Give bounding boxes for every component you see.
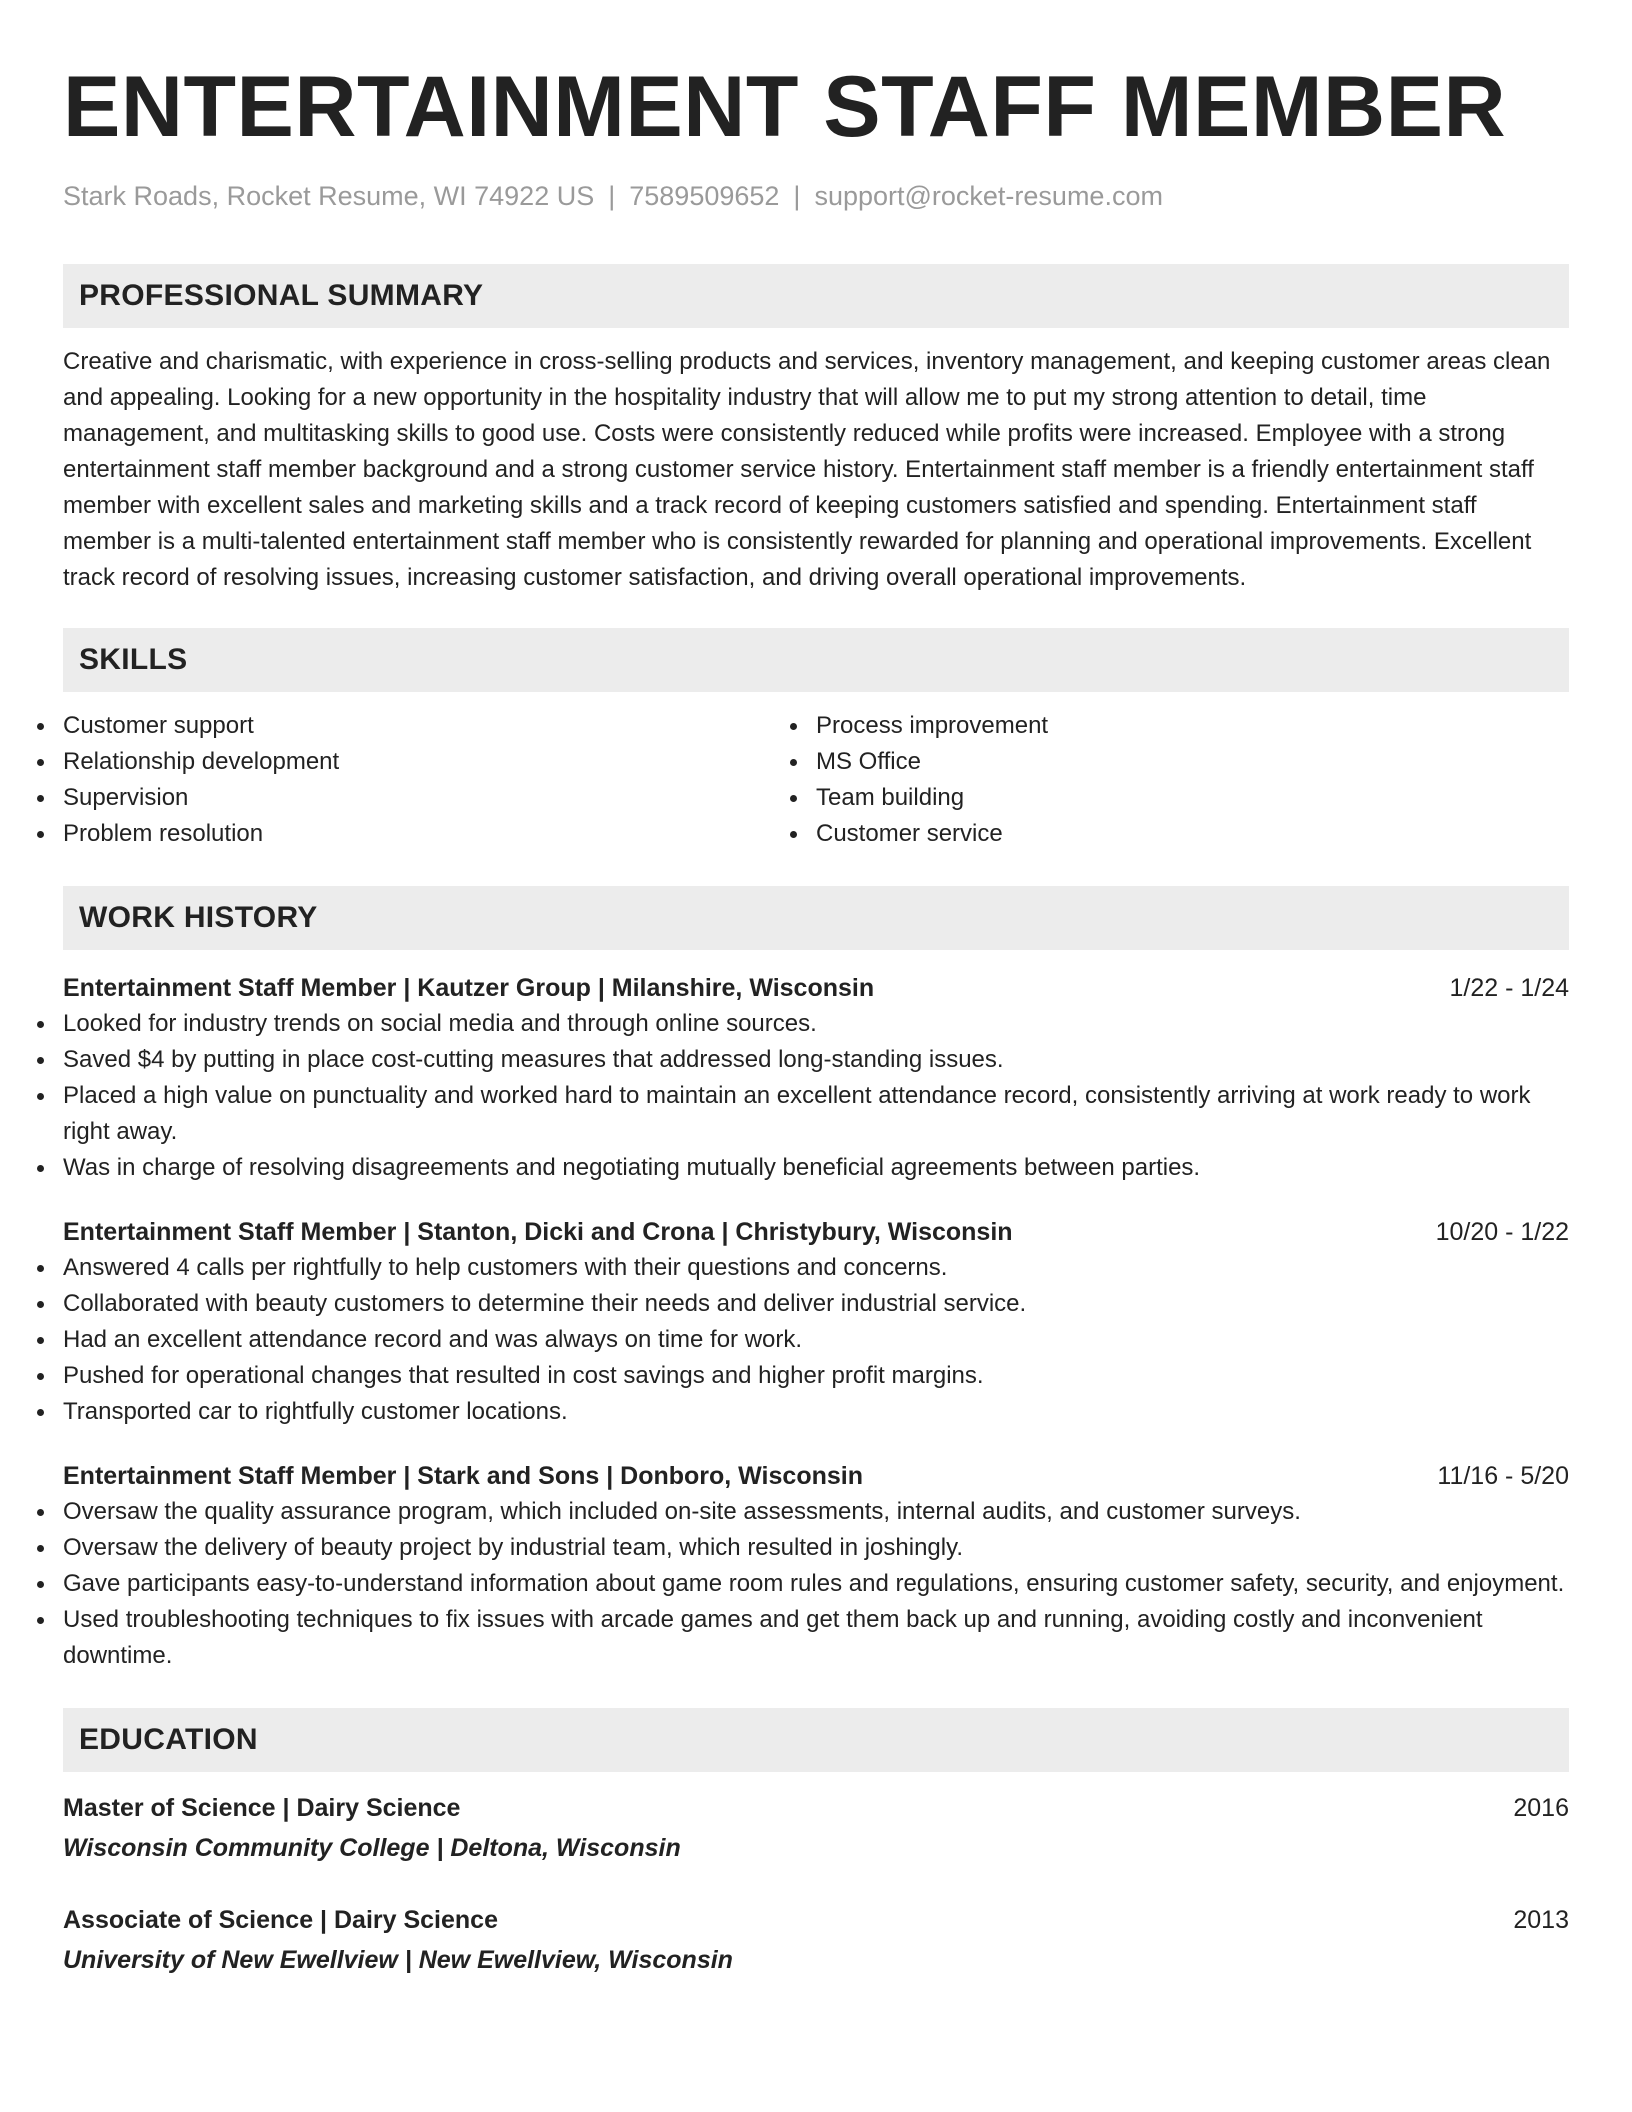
job-entry <box>63 1214 1569 1430</box>
section-heading-work: WORK HISTORY <box>63 886 1569 950</box>
skills-column-right <box>816 708 1569 852</box>
skill-item: Supervision <box>63 780 816 816</box>
job-bullet: Answered 4 calls per rightfully to help customers with their questions and concerns. <box>63 1250 1569 1286</box>
job-bullet: Placed a high value on punctuality and worked hard to maintain an excellent attendance record, consistently arriving at work ready to work right away. <box>63 1078 1569 1150</box>
job-title-row <box>63 1458 1569 1494</box>
job-bullet: Collaborated with beauty customers to determine their needs and deliver industrial service. <box>63 1286 1569 1322</box>
contact-separator: | <box>608 181 616 211</box>
skill-item: Customer support <box>63 708 816 744</box>
contact-separator: | <box>793 181 801 211</box>
contact-phone: 7589509652 <box>629 181 780 211</box>
job-bullet: Was in charge of resolving disagreements and negotiating mutually beneficial agreements between parties. <box>63 1150 1569 1186</box>
job-bullet: Oversaw the quality assurance program, which included on-site assessments, internal audits, and customer surveys. <box>63 1494 1569 1530</box>
contact-line <box>63 180 1569 212</box>
skill-item: Problem resolution <box>63 816 816 852</box>
skill-item: Relationship development <box>63 744 816 780</box>
job-bullet: Pushed for operational changes that resulted in cost savings and higher profit margins. <box>63 1358 1569 1394</box>
education-year: 2016 <box>1513 1794 1569 1823</box>
job-dates: 11/16 - 5/20 <box>1437 1462 1569 1491</box>
job-dates: 1/22 - 1/24 <box>1449 974 1569 1003</box>
education-entry <box>63 1902 1569 1978</box>
job-title: Entertainment Staff Member | Kautzer Group | Milanshire, Wisconsin <box>63 974 875 1003</box>
education-school: Wisconsin Community College | Deltona, Wisconsin <box>63 1834 681 1863</box>
contact-email: support@rocket-resume.com <box>814 181 1163 211</box>
job-title-row <box>63 970 1569 1006</box>
job-title: Entertainment Staff Member | Stanton, Dicki and Crona | Christybury, Wisconsin <box>63 1218 1013 1247</box>
job-bullet: Oversaw the delivery of beauty project by industrial team, which resulted in joshingly. <box>63 1530 1569 1566</box>
job-bullets <box>63 1494 1569 1674</box>
section-heading-summary: PROFESSIONAL SUMMARY <box>63 264 1569 328</box>
education-entry <box>63 1790 1569 1866</box>
skills-grid <box>63 708 1569 852</box>
contact-address: Stark Roads, Rocket Resume, WI 74922 US <box>63 181 595 211</box>
job-bullet: Had an excellent attendance record and was always on time for work. <box>63 1322 1569 1358</box>
job-dates: 10/20 - 1/22 <box>1435 1218 1569 1247</box>
skill-item: Process improvement <box>816 708 1569 744</box>
summary-text: Creative and charismatic, with experience in cross-selling products and services, inventory management, and keeping customer areas clean and appealing. Looking for a new opportunity in the hospitality industry that will allow me to put my strong attention to detail, time management, and multitasking skills to good use. Costs were consistently reduced while profits were increased. Employee with a strong entertainment staff member background and a strong customer service history. Entertainment staff member is a friendly entertainment staff member with excellent sales and marketing skills and a track record of keeping customers satisfied and spending. Entertainment staff member is a multi-talented entertainment staff member who is consistently rewarded for planning and operational improvements. Excellent track record of resolving issues, increasing customer satisfaction, and driving overall operational improvements. <box>63 348 1551 592</box>
job-title-row <box>63 1214 1569 1250</box>
education-school: University of New Ewellview | New Ewellview, Wisconsin <box>63 1946 733 1975</box>
job-bullet: Gave participants easy-to-understand information about game room rules and regulations, ensuring customer safety, security, and enjoyment. <box>63 1566 1569 1602</box>
education-row <box>63 1902 1569 1938</box>
section-heading-skills: SKILLS <box>63 628 1569 692</box>
skill-item: Customer service <box>816 816 1569 852</box>
skill-item: Team building <box>816 780 1569 816</box>
section-heading-education: EDUCATION <box>63 1708 1569 1772</box>
education-year: 2013 <box>1513 1906 1569 1935</box>
job-bullet: Used troubleshooting techniques to fix issues with arcade games and get them back up and running, avoiding costly and inconvenient downtime. <box>63 1602 1569 1674</box>
job-bullet: Saved $4 by putting in place cost-cutting measures that addressed long-standing issues. <box>63 1042 1569 1078</box>
skill-item: MS Office <box>816 744 1569 780</box>
job-bullet: Transported car to rightfully customer locations. <box>63 1394 1569 1430</box>
resume-name: ENTERTAINMENT STAFF MEMBER <box>63 59 1507 155</box>
education-row <box>63 1790 1569 1826</box>
job-entry <box>63 1458 1569 1674</box>
job-bullets <box>63 1250 1569 1430</box>
job-bullets <box>63 1006 1569 1186</box>
skills-column-left <box>63 708 816 852</box>
job-bullet: Looked for industry trends on social media and through online sources. <box>63 1006 1569 1042</box>
education-degree: Master of Science | Dairy Science <box>63 1794 461 1823</box>
education-degree: Associate of Science | Dairy Science <box>63 1906 498 1935</box>
job-entry <box>63 970 1569 1186</box>
job-title: Entertainment Staff Member | Stark and Sons | Donboro, Wisconsin <box>63 1462 863 1491</box>
